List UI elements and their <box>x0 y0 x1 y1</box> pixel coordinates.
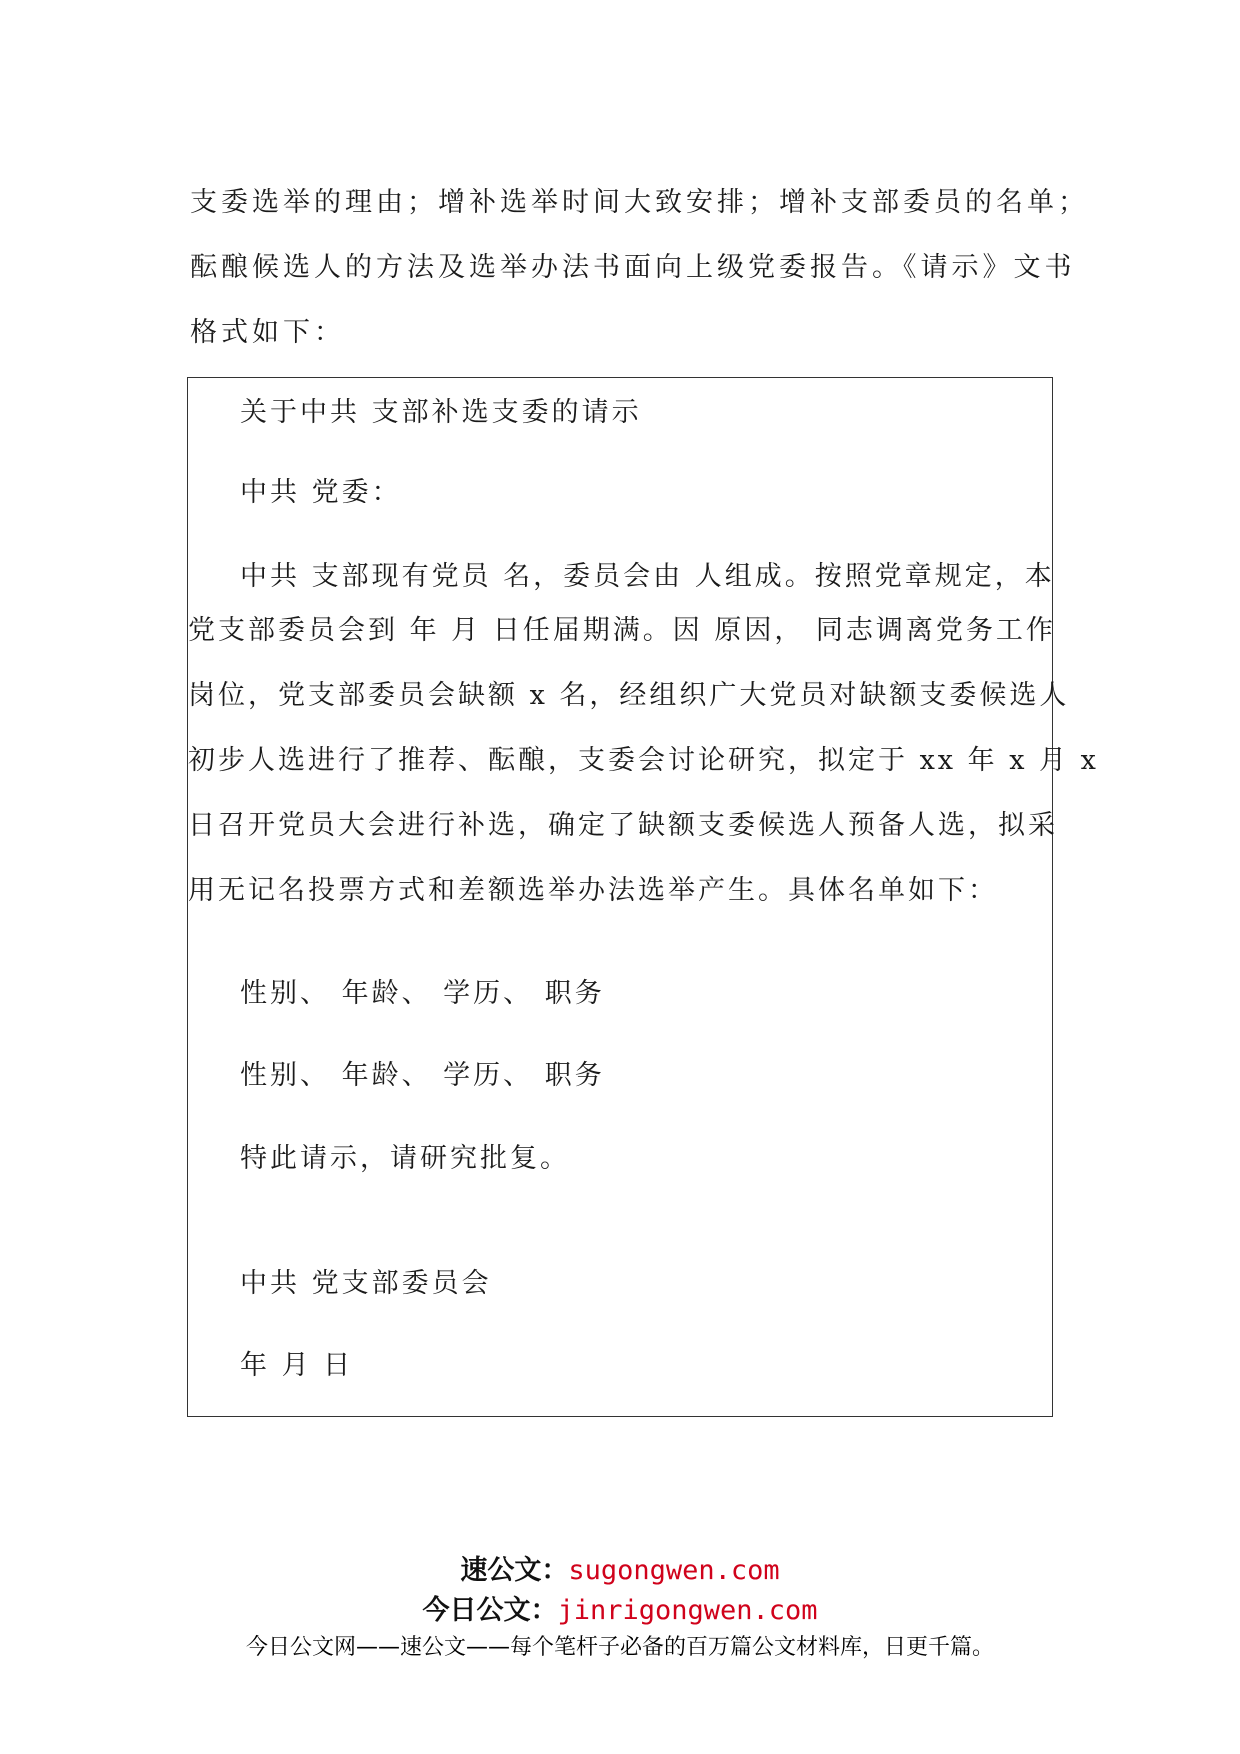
request-template-box <box>187 377 1099 1417</box>
footer-slogan: 今日公文网——速公文——每个笔杆子必备的百万篇公文材料库，日更千篇。 <box>245 1635 994 1660</box>
footer-site-2 <box>0 1588 1240 1627</box>
body-line: 初步人选进行了推荐、酝酿，支委会讨论研究，拟定于 xx 年 x 月 x <box>188 745 1099 776</box>
closing-line: 特此请示，请研究批复。 <box>240 1143 570 1174</box>
footer-site-1 <box>0 1548 1240 1587</box>
body-line: 党支部委员会到 年 月 日任届期满。因 原因， 同志调离党务工作 <box>188 615 1056 646</box>
signature-line: 中共 党支部委员会 <box>240 1268 492 1299</box>
request-title: 关于中共 支部补选支委的请示 <box>240 397 642 428</box>
body-first-line: 中共 支部现有党员 名，委员会由 人组成。按照党章规定，本 <box>240 561 1055 592</box>
footer-link[interactable]: jinrigongwen.com <box>557 1595 818 1626</box>
candidate-line-1: 性别、 年龄、 学历、 职务 <box>240 978 605 1009</box>
date-line: 年 月 日 <box>240 1350 354 1381</box>
intro-line: 支委选举的理由；增补选举时间大致安排；增补支部委员的名单； <box>190 187 1089 218</box>
intro-line: 酝酿候选人的方法及选举办法书面向上级党委报告。《请示》文书 <box>190 252 1076 283</box>
candidate-line-2: 性别、 年龄、 学历、 职务 <box>240 1060 605 1091</box>
footer-link[interactable]: sugongwen.com <box>568 1555 780 1586</box>
intro-paragraph <box>190 170 1089 365</box>
footer-slogan-wrap <box>0 1630 1240 1661</box>
footer-label: 今日公文： <box>422 1595 558 1626</box>
body-paragraph <box>188 598 1099 923</box>
footer-label: 速公文： <box>460 1555 569 1586</box>
addressee: 中共 党委： <box>240 477 402 508</box>
intro-line: 格式如下： <box>190 317 345 348</box>
body-line: 用无记名投票方式和差额选举办法选举产生。具体名单如下： <box>188 875 998 906</box>
body-line: 岗位，党支部委员会缺额 x 名，经组织广大党员对缺额支委候选人 <box>188 680 1070 711</box>
body-line: 日召开党员大会进行补选，确定了缺额支委候选人预备人选，拟采 <box>188 810 1058 841</box>
